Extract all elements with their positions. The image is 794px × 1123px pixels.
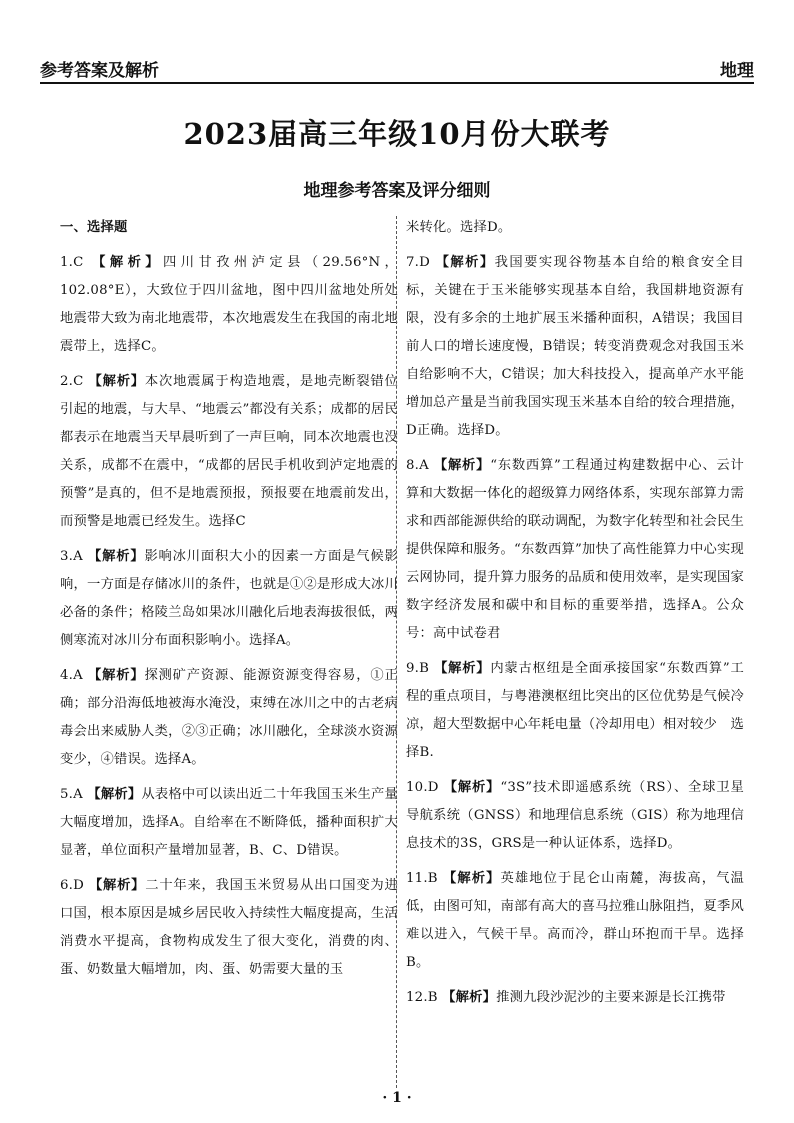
- answer-item: [60, 872, 398, 984]
- answer-item: [406, 774, 744, 858]
- answer-item: [60, 249, 398, 361]
- answer-text: 英雄地位于昆仑山南麓，海拔高，气温低，由图可知，南部有高大的喜马拉雅山脉阻挡，夏季风难以进入，气候干旱。高而冷，群山环抱而干旱。选择B。: [406, 871, 744, 970]
- answer-prefix: 4.A: [60, 668, 88, 683]
- header-left-label: 参考答案及解析: [40, 61, 159, 81]
- column-divider: [396, 216, 397, 1088]
- analysis-tag: 【解析】: [443, 871, 501, 886]
- answer-text: 我国要实现谷物基本自给的粮食安全目标，关键在于玉米能够实现基本自给，我国耕地资源有限，没有多余的土地扩展玉米播种面积，A错误；我国目前人口的增长速度慢，B错误；转变消费观念对我国玉米自给影响不大，C错误；加大科技投入，提高单产水平能增加总产量是当前我国实现玉米基本自给的较合理措施，D正确。选择D。: [406, 255, 744, 438]
- answer-prefix: 5.A: [60, 787, 88, 802]
- analysis-tag: 【解析】: [433, 458, 491, 473]
- answer-prefix: 9.B: [406, 661, 435, 676]
- answer-text: 影响冰川面积大小的因素一方面是气候影响，一方面是存储冰川的条件，也就是①②是形成大冰川必备的条件；格陵兰岛如果冰川融化后地表海拔很低，两侧寒流对冰川分布面积影响小。选择A。: [60, 549, 398, 648]
- answer-item: [60, 781, 398, 865]
- answer-prefix: 12.B: [406, 990, 443, 1005]
- right-column: [406, 214, 744, 1012]
- answer-text: 四川甘孜州泸定县（29.56°N，102.08°E），大致位于四川盆地，图中四川盆地处所处地震带大致为南北地震带，本次地震发生在我国的南北地震带上，选择C。: [60, 255, 399, 354]
- analysis-tag: 【解析】: [442, 990, 497, 1005]
- answer-text: 从表格中可以读出近二十年我国玉米生产量大幅度增加，选择A。自给率在不断降低，播种面积扩大显著，单位面积产量增加显著，B、C、D错误。: [60, 787, 398, 858]
- page-title: 2023届高三年级10月份大联考: [183, 117, 611, 151]
- page-number: · 1 ·: [382, 1090, 412, 1106]
- section-heading: 一、选择题: [60, 220, 128, 235]
- answer-text: “东数西算”工程通过构建数据中心、云计算和大数据一体化的超级算力网络体系，实现东部算力需求和西部能源供给的联动调配，为数字化转型和社会民生提供保障和服务。“东数西算”加快了高性能算力中心实现云网协同，提升算力服务的品质和使用效率，是实现国家数字经济发展和碳中和目标的重要举措，选择A。公众号：高中试卷君: [406, 458, 744, 641]
- analysis-tag: 【解析】: [87, 668, 145, 683]
- header-subject-label: 地理: [720, 61, 754, 81]
- answer-prefix: 3.A: [60, 549, 88, 564]
- answer-item: [406, 865, 744, 977]
- answer-prefix: 7.D: [406, 255, 436, 270]
- answer-item: [60, 543, 398, 655]
- analysis-tag: 【解析】: [435, 255, 495, 270]
- analysis-tag: 【解析】: [92, 255, 164, 270]
- answer-item: [406, 984, 744, 1012]
- answer-prefix: 1.C: [60, 255, 93, 270]
- answer-text: 内蒙古枢纽是全面承接国家“东数西算”工程的重点项目，与粤港澳枢纽比突出的区位优势是气候冷凉，超大型数据中心年耗电量（冷却用电）相对较少 选择B.: [406, 661, 744, 760]
- answer-item: [406, 655, 744, 767]
- answer-text: 二十年来，我国玉米贸易从出口国变为进口国，根本原因是城乡居民收入持续性大幅度提高，生活消费水平提高，食物构成发生了很大变化，消费的肉、蛋、奶数量大幅增加，肉、蛋、奶需要大量的玉: [60, 878, 398, 977]
- answer-item: [60, 662, 398, 774]
- analysis-tag: 【解析】: [87, 787, 142, 802]
- analysis-tag: 【解析】: [434, 661, 491, 676]
- answer-text: 推测九段沙泥沙的主要来源是长江携带: [496, 990, 726, 1005]
- answer-text: “3S”技术即遥感系统（RS）、全球卫星导航系统（GNSS）和地理信息系统（GIS）称为地理信息技术的3S，GRS是一种认证体系，选择D。: [406, 780, 744, 851]
- answer-prefix: 11.B: [406, 871, 444, 886]
- left-column: [60, 214, 398, 984]
- answer-prefix: 8.A: [406, 458, 434, 473]
- answer-prefix: 10.D: [406, 780, 444, 795]
- analysis-tag: 【解析】: [88, 878, 146, 893]
- analysis-tag: 【解析】: [443, 780, 501, 795]
- answer-item: [60, 368, 398, 536]
- analysis-tag: 【解析】: [87, 549, 145, 564]
- answer-prefix: 6.D: [60, 878, 89, 893]
- answer-text: 探测矿产资源、能源资源变得容易，①正确；部分沿海低地被海水淹没，束缚在冰川之中的古老病毒会出来威胁人类，②③正确；冰川融化，全球淡水资源变少，④错误。选择A。: [60, 668, 398, 767]
- analysis-tag: 【解析】: [88, 374, 145, 389]
- answer-text: 本次地震属于构造地震，是地壳断裂错位引起的地震，与大旱、“地震云”都没有关系；成都的居民都表示在地震当天早晨听到了一声巨响，同本次地震也没关系，成都不在震中，“成都的居民手机收到泸定地震的预警”是真的，但不是地震预报，预报要在地震前发出，而预警是地震已经发生。选择C: [60, 374, 398, 529]
- page-subtitle: 地理参考答案及评分细则: [303, 181, 491, 201]
- answer-prefix: 2.C: [60, 374, 89, 389]
- answer-item: [406, 249, 744, 445]
- page-header: [40, 52, 754, 84]
- answer-item: [406, 452, 744, 648]
- answer-continuation: 米转化。选择D。: [406, 220, 512, 235]
